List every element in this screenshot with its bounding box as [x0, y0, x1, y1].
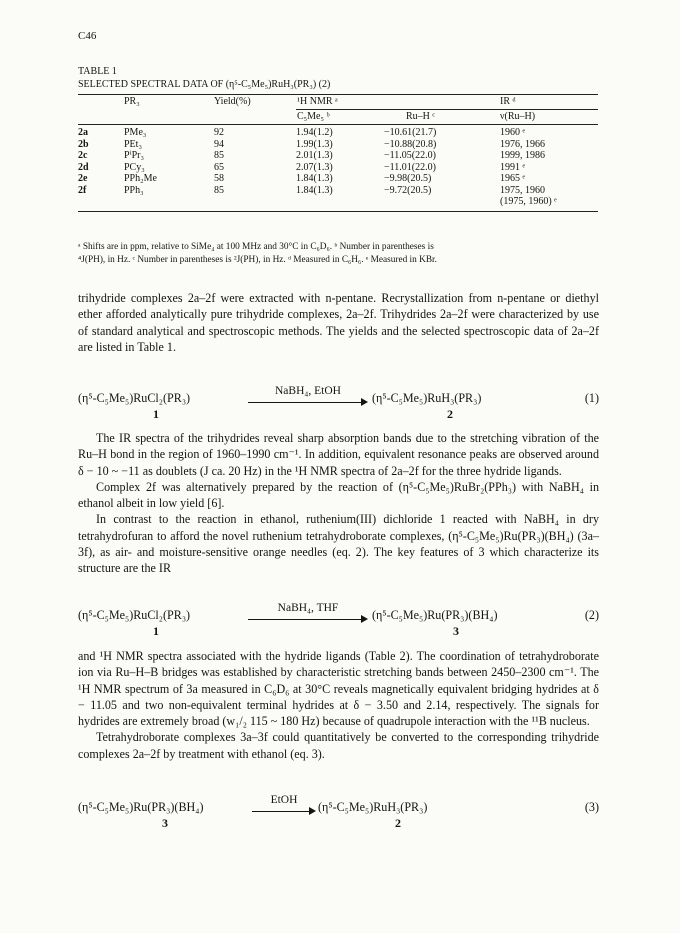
eq2-number: (2) — [584, 608, 599, 622]
eq2-arrow — [248, 602, 368, 625]
table-row — [78, 127, 598, 139]
table-row-extra — [78, 196, 598, 208]
eq3-product: (η⁵-C₅Me₅)RuH₃(PR₃) — [318, 800, 428, 814]
eq3-arrow — [252, 794, 316, 817]
eq3-product-number: 2 — [395, 816, 401, 830]
footnote-line-2: ⁴J(PH), in Hz. ᶜ Number in parentheses is ²J(PH), in Hz. ᵈ Measured in C₆H₆. ᵉ Measured in KBr. — [78, 254, 437, 265]
equation-2 — [78, 602, 599, 638]
cell-ir: 1999, 1986 — [500, 150, 545, 161]
cell-ir: 1976, 1966 — [500, 138, 545, 150]
paragraph-block-3 — [78, 648, 599, 762]
eq3-reactant: (η⁵-C₅Me₅)Ru(PR₃)(BH₄) — [78, 800, 204, 814]
cell-c5me5: 1.94(1.2) — [296, 127, 333, 138]
cell-id: 2a — [78, 127, 88, 138]
cell-yield: 85 — [214, 150, 224, 161]
cell-ruh: −11.05(22.0) — [384, 150, 436, 161]
paragraph-2-text: The IR spectra of the trihydrides reveal sharp absorption bands due to the stretching vibration of the Ru–H bond in the region of 1960–1990 cm⁻¹. In addition, equivalent resonance peaks are observed around δ − 10 ~ −11 as doublets (J ca. 20 Hz) in the ¹H NMR spectra of 2a–2f for the three hydride ligands. — [78, 431, 599, 478]
table-row — [78, 150, 598, 162]
table-label: TABLE 1 — [78, 66, 117, 77]
eq2-reagent: NaBH₄, THF — [277, 602, 339, 614]
cell-ruh: −10.88(20.8) — [384, 138, 437, 150]
cell-yield: 92 — [214, 127, 224, 138]
paragraph-6-text: Tetrahydroborate complexes 3a–3f could quantitatively be converted to the corresponding trihydride complexes 2a–2f by treatment with ethanol (eq. 3). — [78, 730, 599, 761]
eq1-product: (η⁵-C₅Me₅)RuH₃(PR₃) — [372, 391, 482, 405]
header-yield: Yield(%) — [214, 96, 251, 108]
cell-pr3: PEt₃ — [124, 138, 142, 150]
cell-ir: 1960 ᵉ — [500, 127, 526, 138]
header-pr3: PR₃ — [124, 96, 140, 108]
eq1-reagent: NaBH₄, EtOH — [275, 385, 341, 397]
table-footnotes — [78, 241, 598, 266]
header-c5me5: C₅Me₅ ᵇ — [297, 111, 330, 122]
table-caption — [78, 65, 330, 91]
paragraph-block-2 — [78, 430, 599, 577]
table-row — [78, 162, 598, 174]
eq3-arrow-line — [252, 807, 316, 817]
table-title: SELECTED SPECTRAL DATA OF (η⁵-C₅Me₅)RuH₃(PR₃) (2) — [78, 79, 331, 90]
cell-ruh: −11.01(22.0) — [384, 161, 436, 173]
eq2-product: (η⁵-C₅Me₅)Ru(PR₃)(BH₄) — [372, 608, 498, 622]
eq2-product-number: 3 — [453, 624, 459, 638]
cell-yield: 94 — [214, 138, 224, 150]
eq1-reactant-number: 1 — [153, 407, 159, 421]
cell-c5me5: 1.84(1.3) — [296, 184, 333, 196]
eq1-product-number: 2 — [447, 407, 453, 421]
page-number: C46 — [78, 30, 97, 42]
cell-c5me5: 1.84(1.3) — [296, 173, 333, 184]
eq3-reactant-number: 3 — [162, 816, 168, 830]
cell-pr3: PPh₂Me — [124, 173, 157, 184]
cell-c5me5: 1.99(1.3) — [296, 138, 333, 150]
eq2-reactant: (η⁵-C₅Me₅)RuCl₂(PR₃) — [78, 608, 191, 622]
cell-c5me5: 2.01(1.3) — [296, 150, 333, 161]
paragraph-4-text: In contrast to the reaction in ethanol, ruthenium(III) dichloride 1 reacted with NaBH₄ in dry tetrahydrofuran to afford the novel ruthenium tetrahydroborate complexes, (η⁵-C₅Me₅)Ru(PR₃)(BH₄) (3a–3f), as air- and moisture-sensitive orange needles (eq. 2). The key features of 3 which characterize its structure are the IR — [78, 512, 599, 576]
cell-yield: 65 — [214, 161, 224, 173]
eq3-number: (3) — [584, 800, 599, 814]
cell-id: 2d — [78, 161, 89, 173]
header-nmr: ¹H NMR ᵃ — [296, 95, 494, 110]
cell-id: 2f — [78, 184, 87, 196]
cell-yield: 58 — [214, 173, 224, 184]
header-ir: IR ᵈ — [494, 95, 598, 110]
cell-ir: 1965 ᵉ — [500, 173, 526, 184]
cell-id: 2e — [78, 173, 88, 184]
paragraph-1-text: trihydride complexes 2a–2f were extracted with n-pentane. Recrystallization from n-pentane or diethyl ether afforded analytically pure trihydride complexes, 2a–2f. Trihydrides 2a–2f were characterized by use of standard analytical and spectroscopic methods. The yields and the selected spectroscopic data of 2a–2f are listed in Table 1. — [78, 291, 599, 354]
cell-pr3: PCy₃ — [124, 161, 145, 173]
cell-id: 2b — [78, 138, 89, 150]
table-row — [78, 173, 598, 185]
eq1-arrow-line — [248, 398, 368, 408]
eq1-number: (1) — [584, 391, 599, 405]
eq3-reagent: EtOH — [270, 794, 298, 806]
equation-3 — [78, 794, 599, 830]
cell-pr3: PPh₃ — [124, 184, 144, 196]
cell-ruh: −9.72(20.5) — [384, 184, 432, 196]
cell-yield: 85 — [214, 184, 224, 196]
cell-pr3: PMe₃ — [124, 127, 147, 138]
eq2-arrow-line — [248, 615, 368, 625]
cell-pr3: PⁱPr₃ — [124, 150, 144, 161]
eq2-reactant-number: 1 — [153, 624, 159, 638]
header-ruh: Ru–H ᶜ — [406, 111, 435, 122]
footnote-line-1: ᵃ Shifts are in ppm, relative to SiMe₄ at 100 MHz and 30°C in C₆D₆. ᵇ Number in parentheses is — [78, 242, 434, 252]
cell-id: 2c — [78, 150, 88, 161]
cell-ir: 1975, 1960 — [500, 184, 545, 196]
table-row — [78, 185, 598, 197]
cell-ir-extra: (1975, 1960) ᵉ — [500, 196, 557, 207]
table-bottom-rule — [78, 211, 598, 212]
eq1-reactant: (η⁵-C₅Me₅)RuCl₂(PR₃) — [78, 391, 191, 405]
cell-ir: 1991 ᵉ — [500, 161, 526, 173]
equation-1 — [78, 385, 599, 421]
cell-c5me5: 2.07(1.3) — [296, 161, 333, 173]
paragraph-1 — [78, 290, 599, 355]
table-body — [78, 127, 598, 208]
paragraph-5-text: and ¹H NMR spectra associated with the hydride ligands (Table 2). The coordination of tetrahydroborate ion via Ru–H–B bridges was established by characteristic stretching bands between 2450–2300 cm⁻¹. The ¹H NMR spectrum of 3a measured in C₆D₆ at 30°C reveals magnetically equivalent bridging hydrides at δ − 11.05 and two non-equivalent terminal hydrides at δ − 3.50 and 2.14, respectively. The signals for hydrides are extremely broad (w₁/₂ 115 ~ 180 Hz) because of quadrupole interaction with the ¹¹B nucleus. — [78, 649, 599, 729]
paragraph-3-text: Complex 2f was alternatively prepared by the reaction of (η⁵-C₅Me₅)RuBr₂(PPh₃) with NaBH₄ in ethanol albeit in low yield [6]. — [78, 479, 599, 511]
eq1-arrow — [248, 385, 368, 408]
table-header-rule — [78, 124, 598, 125]
table-header — [78, 95, 598, 124]
cell-ruh: −10.61(21.7) — [384, 127, 437, 138]
spectral-data-table — [78, 94, 598, 212]
header-vruh: ν(Ru–H) — [500, 111, 536, 122]
cell-ruh: −9.98(20.5) — [384, 173, 432, 184]
table-row — [78, 139, 598, 151]
